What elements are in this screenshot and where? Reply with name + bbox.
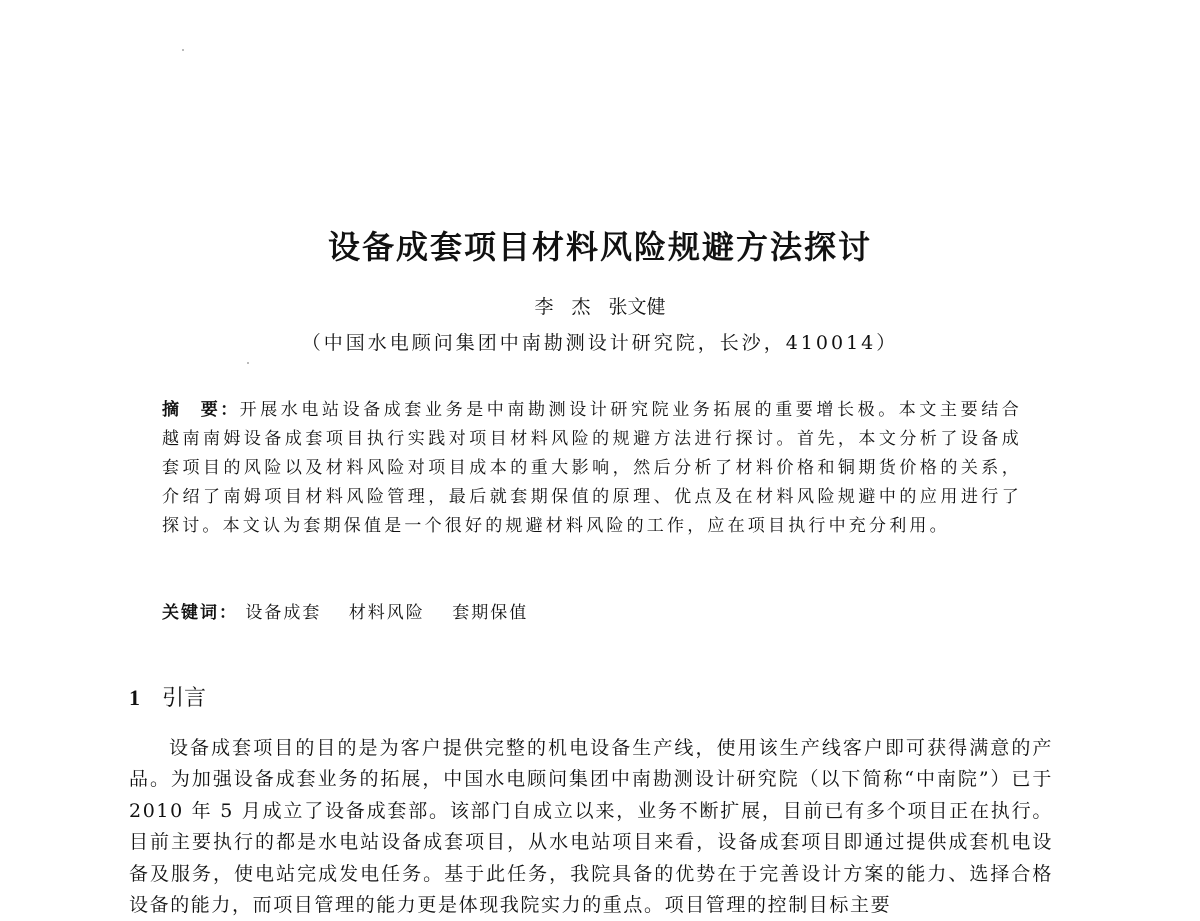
section-body bbox=[129, 733, 1053, 921]
abstract bbox=[162, 396, 1022, 541]
author-list bbox=[0, 292, 1200, 319]
author-name: 李 杰 bbox=[534, 296, 591, 318]
affiliation: （中国水电顾问集团中南勘测设计研究院，长沙，410014） bbox=[301, 332, 899, 354]
scan-speck bbox=[247, 362, 249, 364]
keyword: 设备成套 bbox=[245, 603, 322, 623]
scan-speck bbox=[182, 49, 184, 51]
section-heading bbox=[129, 681, 206, 712]
paper-title: 设备成套项目材料风险规避方法探讨 bbox=[327, 228, 872, 266]
paragraph: 设备成套项目的目的是为客户提供完整的机电设备生产线，使用该生产线客户即可获得满意的产品。为加强设备成套业务的拓展，中国水电顾问集团中南勘测设计研究院（以下简称“中南院”）已于 2010 年 5 月成立了设备成套部。该部门自成立以来，业务不断扩展，目前已有多个项目正在执行。目前主要执行的都是水电站设备成套项目，从水电站项目来看，设备成套项目即通过提供成套机电设备及服务，使电站完成发电任务。基于此任务，我院具备的优势在于完善设计方案的能力、选择合格设备的能力，而项目管理的能力更是体现我院实力的重点。项目管理的控制目标主要 bbox=[129, 737, 1053, 917]
keyword: 材料风险 bbox=[348, 603, 425, 623]
keyword: 套期保值 bbox=[452, 603, 529, 623]
author-name: 张文健 bbox=[608, 296, 666, 318]
keywords bbox=[162, 598, 548, 623]
abstract-label: 摘 要： bbox=[162, 400, 240, 420]
section-title: 引言 bbox=[162, 686, 207, 711]
keywords-label: 关键词： bbox=[162, 603, 238, 623]
section-number: 1 bbox=[129, 685, 140, 710]
abstract-text: 开展水电站设备成套业务是中南勘测设计研究院业务拓展的重要增长极。本文主要结合越南南姆设备成套项目执行实践对项目材料风险的规避方法进行探讨。首先，本文分析了设备成套项目的风险以及材料风险对项目成本的重大影响，然后分析了材料价格和铜期货价格的关系，介绍了南姆项目材料风险管理，最后就套期保值的原理、优点及在材料风险规避中的应用进行了探讨。本文认为套期保值是一个很好的规避材料风险的工作，应在项目执行中充分利用。 bbox=[162, 400, 1022, 536]
